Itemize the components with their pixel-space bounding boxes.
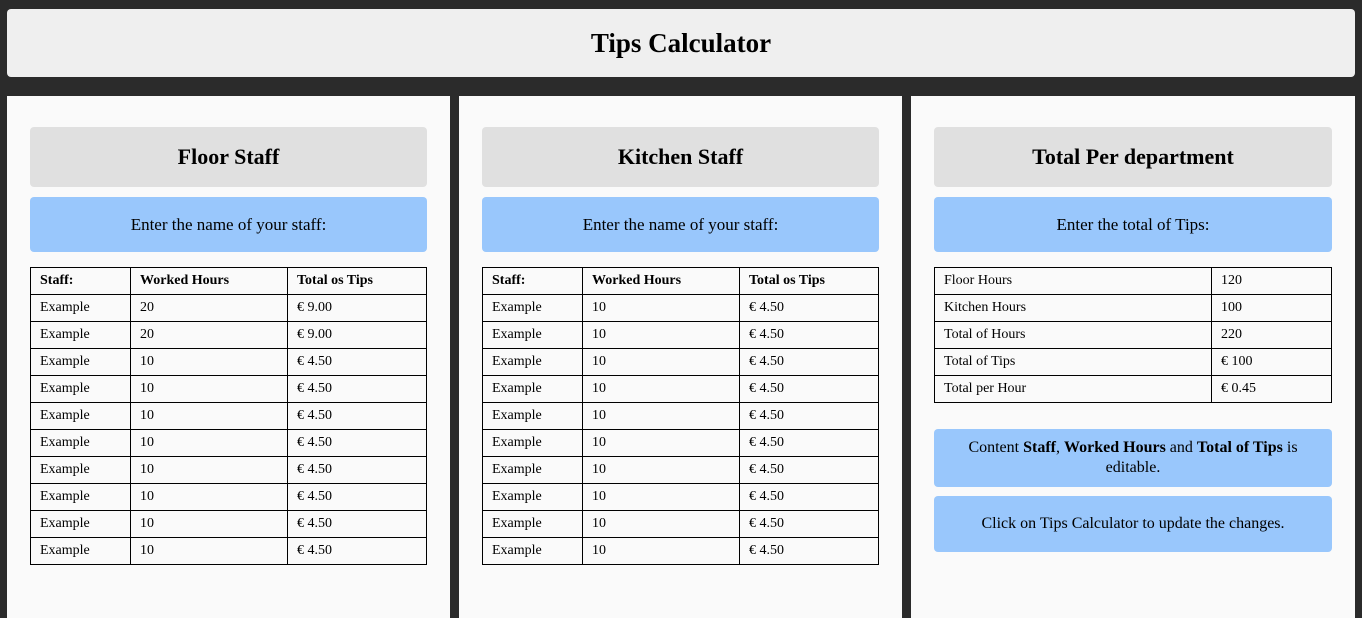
totals-value-cell: 220 (1212, 322, 1332, 349)
header-staff: Staff: (483, 268, 583, 295)
total-tips-cell: € 4.50 (740, 376, 879, 403)
staff-name-cell[interactable]: Example (31, 349, 131, 376)
table-row (935, 376, 1332, 403)
total-tips-cell: € 4.50 (288, 403, 427, 430)
table-row (31, 457, 427, 484)
table-row (31, 376, 427, 403)
worked-hours-cell[interactable]: 20 (131, 295, 288, 322)
staff-name-cell[interactable]: Example (483, 295, 583, 322)
table-row (31, 430, 427, 457)
app-header[interactable] (7, 9, 1355, 77)
total-tips-cell: € 4.50 (740, 403, 879, 430)
total-tips-cell: € 9.00 (288, 322, 427, 349)
note-text: , (1056, 439, 1064, 456)
staff-name-cell[interactable]: Example (31, 376, 131, 403)
table-row (935, 268, 1332, 295)
table-row (31, 322, 427, 349)
table-row (31, 484, 427, 511)
total-tips-cell: € 9.00 (288, 295, 427, 322)
worked-hours-cell[interactable]: 10 (131, 376, 288, 403)
worked-hours-cell[interactable]: 10 (583, 511, 740, 538)
staff-name-cell[interactable]: Example (31, 538, 131, 565)
worked-hours-cell[interactable]: 10 (131, 511, 288, 538)
floor-staff-title: Floor Staff (30, 127, 427, 187)
worked-hours-cell[interactable]: 10 (131, 430, 288, 457)
worked-hours-cell[interactable]: 10 (583, 295, 740, 322)
update-note: Click on Tips Calculator to update the changes. (934, 496, 1332, 552)
total-tips-cell: € 4.50 (740, 484, 879, 511)
table-row (483, 457, 879, 484)
note-text: and (1165, 439, 1197, 456)
note-text: Content (968, 439, 1024, 456)
worked-hours-cell[interactable]: 10 (583, 430, 740, 457)
total-tips-cell: € 4.50 (740, 430, 879, 457)
editable-note (934, 429, 1332, 487)
total-tips-cell: € 4.50 (740, 457, 879, 484)
table-header-row (483, 268, 879, 295)
worked-hours-cell[interactable]: 10 (583, 376, 740, 403)
totals-value-cell[interactable]: € 100 (1212, 349, 1332, 376)
table-row (483, 430, 879, 457)
worked-hours-cell[interactable]: 10 (583, 538, 740, 565)
total-tips-cell: € 4.50 (288, 376, 427, 403)
worked-hours-cell[interactable]: 10 (131, 403, 288, 430)
kitchen-staff-panel (459, 96, 902, 618)
staff-name-cell[interactable]: Example (31, 403, 131, 430)
worked-hours-cell[interactable]: 10 (583, 457, 740, 484)
staff-name-cell[interactable]: Example (31, 457, 131, 484)
total-tips-cell: € 4.50 (740, 538, 879, 565)
table-row (935, 295, 1332, 322)
worked-hours-cell[interactable]: 10 (583, 322, 740, 349)
header-total-tips: Total os Tips (288, 268, 427, 295)
table-row (935, 322, 1332, 349)
total-tips-cell: € 4.50 (740, 322, 879, 349)
worked-hours-cell[interactable]: 10 (131, 538, 288, 565)
staff-name-cell[interactable]: Example (31, 322, 131, 349)
header-worked-hours: Worked Hours (131, 268, 288, 295)
totals-value-cell: 100 (1212, 295, 1332, 322)
table-row (31, 349, 427, 376)
worked-hours-cell[interactable]: 10 (131, 349, 288, 376)
header-total-tips: Total os Tips (740, 268, 879, 295)
table-row (483, 322, 879, 349)
total-tips-cell: € 4.50 (740, 295, 879, 322)
staff-name-cell[interactable]: Example (483, 322, 583, 349)
staff-name-cell[interactable]: Example (483, 403, 583, 430)
note-total-tips: Total of Tips (1196, 439, 1283, 456)
totals-value-cell: 120 (1212, 268, 1332, 295)
note-staff: Staff (1023, 439, 1056, 456)
staff-name-cell[interactable]: Example (31, 430, 131, 457)
total-tips-cell: € 4.50 (740, 349, 879, 376)
staff-name-cell[interactable]: Example (483, 484, 583, 511)
staff-name-cell[interactable]: Example (483, 538, 583, 565)
totals-label-cell: Total of Hours (935, 322, 1212, 349)
totals-table (934, 267, 1332, 403)
staff-name-cell[interactable]: Example (31, 295, 131, 322)
totals-label-cell: Total of Tips (935, 349, 1212, 376)
staff-name-cell[interactable]: Example (483, 430, 583, 457)
totals-prompt: Enter the total of Tips: (934, 197, 1332, 252)
table-row (483, 295, 879, 322)
total-tips-cell: € 4.50 (288, 349, 427, 376)
totals-value-cell: € 0.45 (1212, 376, 1332, 403)
table-row (483, 403, 879, 430)
header-staff: Staff: (31, 268, 131, 295)
total-tips-cell: € 4.50 (288, 457, 427, 484)
header-worked-hours: Worked Hours (583, 268, 740, 295)
table-header-row (31, 268, 427, 295)
worked-hours-cell[interactable]: 10 (583, 403, 740, 430)
total-tips-cell: € 4.50 (288, 484, 427, 511)
total-tips-cell: € 4.50 (288, 430, 427, 457)
staff-name-cell[interactable]: Example (31, 484, 131, 511)
table-row (31, 538, 427, 565)
note-worked-hours: Worked Hours (1064, 439, 1166, 456)
app-title[interactable]: Tips Calculator (590, 27, 772, 58)
worked-hours-cell[interactable]: 20 (131, 322, 288, 349)
total-tips-cell: € 4.50 (288, 511, 427, 538)
table-row (31, 295, 427, 322)
worked-hours-cell[interactable]: 10 (131, 457, 288, 484)
kitchen-staff-title: Kitchen Staff (482, 127, 879, 187)
floor-staff-panel (7, 96, 450, 618)
totals-label-cell: Kitchen Hours (935, 295, 1212, 322)
worked-hours-cell[interactable]: 10 (131, 484, 288, 511)
table-row (483, 511, 879, 538)
note-text: is editable. (1105, 439, 1298, 476)
totals-panel (911, 96, 1355, 618)
staff-name-cell[interactable]: Example (483, 376, 583, 403)
totals-label-cell: Floor Hours (935, 268, 1212, 295)
total-tips-cell: € 4.50 (740, 511, 879, 538)
worked-hours-cell[interactable]: 10 (583, 349, 740, 376)
table-row (483, 484, 879, 511)
floor-staff-table (30, 267, 427, 565)
table-row (483, 349, 879, 376)
table-row (31, 403, 427, 430)
staff-name-cell[interactable]: Example (483, 349, 583, 376)
staff-name-cell[interactable]: Example (483, 457, 583, 484)
worked-hours-cell[interactable]: 10 (583, 484, 740, 511)
staff-name-cell[interactable]: Example (31, 511, 131, 538)
table-row (31, 511, 427, 538)
kitchen-staff-prompt: Enter the name of your staff: (482, 197, 879, 252)
kitchen-staff-table (482, 267, 879, 565)
table-row (483, 538, 879, 565)
totals-label-cell: Total per Hour (935, 376, 1212, 403)
table-row (935, 349, 1332, 376)
table-row (483, 376, 879, 403)
floor-staff-prompt: Enter the name of your staff: (30, 197, 427, 252)
total-tips-cell: € 4.50 (288, 538, 427, 565)
totals-title: Total Per department (934, 127, 1332, 187)
staff-name-cell[interactable]: Example (483, 511, 583, 538)
